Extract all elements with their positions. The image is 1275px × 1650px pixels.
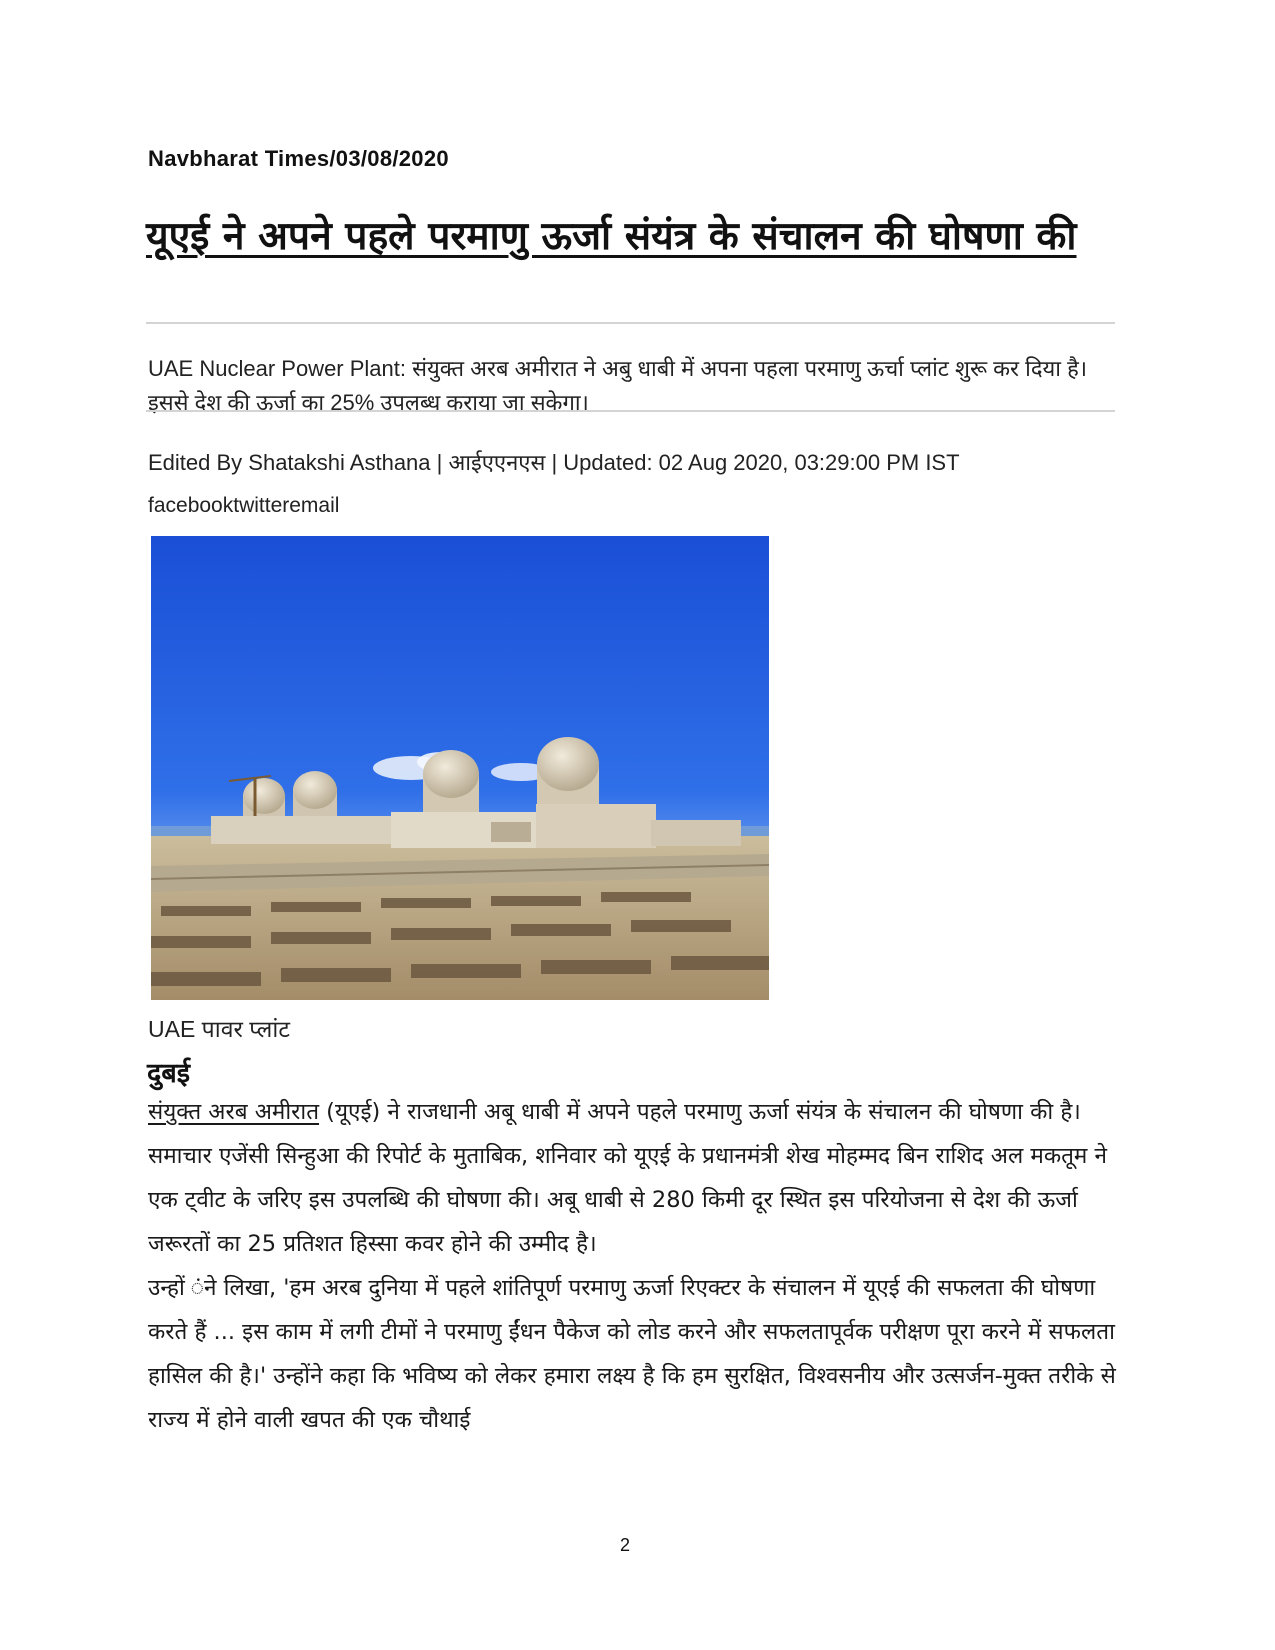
article-summary: UAE Nuclear Power Plant: संयुक्त अरब अमीरात ने अबु धाबी में अपना पहला परमाणु ऊर्चा प्लांट शुरू कर दिया है। इससे देश की ऊर्जा का 25% उपलब्ध कराया जा सकेगा।	[148, 356, 1088, 415]
paragraph-1-text: (यूएई) ने राजधानी अबू धाबी में अपने पहले परमाणु ऊर्जा संयंत्र के संचालन की घोषणा की है। समाचार एजेंसी सिन्हुआ की रिपोर्ट के मुताबिक, शनिवार को यूएई के प्रधानमंत्री शेख मोहम्मद बिन राशिद अल मकतूम ने एक ट्वीट के जरिए इस उपलब्धि की घोषणा की। अबू धाबी से 280 किमी दूर स्थित इस परियोजना से देश की ऊर्जा जरूरतों का 25 प्रतिशत हिस्सा कवर होने की उम्मीद है।	[148, 1099, 1108, 1257]
nuclear-power-plant-photo	[151, 536, 769, 1000]
body-paragraph-2: उन्हों ंंने लिखा, 'हम अरब दुनिया में पहले शांतिपूर्ण परमाणु ऊर्जा रिएक्टर के संचालन में यूएई की सफलता की घोषणा करते हैं ... इस काम में लगी टीमों ने परमाणु ईंधन पैकेज को लोड करने और सफलतापूर्वक परीक्षण पूरा करने में सफलता हासिल की है।' उन्होंने कहा कि भविष्य को लेकर हमारा लक्ष्य है कि हम सुरक्षित, विश्वसनीय और उत्सर्जन-मुक्त तरीके से राज्य में होने वाली खपत की एक चौथाई	[148, 1275, 1116, 1433]
article-body	[148, 1090, 1118, 1442]
dateline: दुबई	[147, 1058, 191, 1089]
article-byline: Edited By Shatakshi Asthana | आईएएनएस | Updated: 02 Aug 2020, 03:29:00 PM IST	[148, 450, 960, 475]
divider-top	[146, 322, 1115, 324]
divider-bottom	[146, 410, 1115, 412]
photo-caption: UAE पावर प्लांट	[148, 1016, 290, 1042]
body-paragraph-1	[148, 1090, 1118, 1266]
page-number: 2	[620, 1535, 631, 1555]
uae-link[interactable]: संयुक्त अरब अमीरात	[148, 1099, 320, 1125]
article-headline: यूएई ने अपने पहले परमाणु ऊर्जा संयंत्र के संचालन की घोषणा की	[146, 214, 1077, 259]
source-date-line: Navbharat Times/03/08/2020	[148, 146, 449, 171]
share-links[interactable]: facebooktwitteremail	[148, 494, 340, 517]
